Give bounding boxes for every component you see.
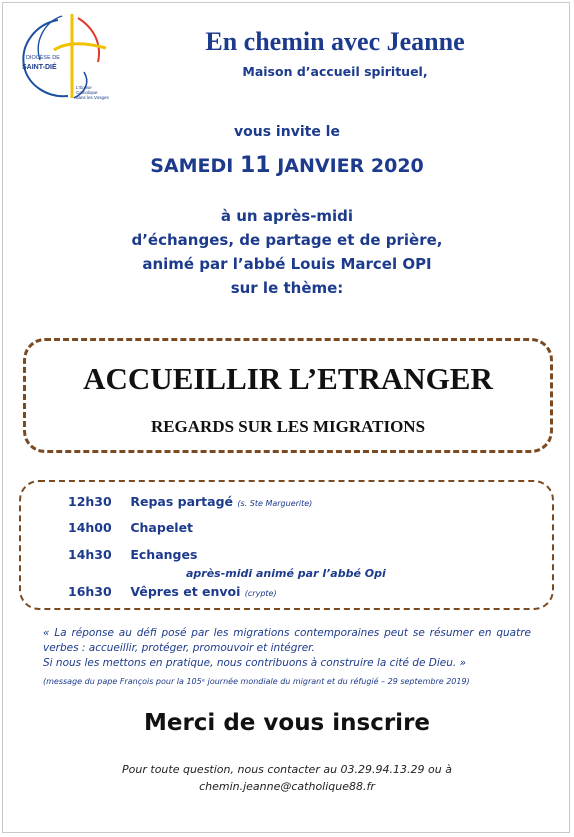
- logo-tagline-line2: Catholique: [76, 90, 98, 95]
- logo-diocese-line2: SAINT-DIÉ: [22, 64, 57, 71]
- contact-line: Pour toute question, nous contacter au 03.29.94.13.29 ou à: [122, 763, 452, 776]
- date-weekday: SAMEDI: [150, 155, 234, 177]
- schedule-row: [68, 520, 193, 535]
- schedule-box: [19, 480, 554, 610]
- date-day: 11: [239, 153, 271, 178]
- register-call: Merci de vous inscrire: [143, 710, 431, 736]
- schedule-label: Repas partagé: [130, 494, 234, 509]
- quote-line: « La réponse au défi posé par les migrations contemporaines peut se résumer en quatre verbes : accueillir, protéger, promouvoir et intégrer.: [43, 627, 531, 654]
- logo-diocese-line1: DIOCÈSE DE: [26, 55, 60, 61]
- logo-tagline-line1: L'Église: [76, 85, 92, 90]
- theme-box: [23, 338, 553, 453]
- schedule-label: Echanges: [130, 547, 198, 562]
- desc-line: à un après-midi: [220, 207, 354, 225]
- schedule-time: 16h30: [68, 584, 112, 599]
- desc-line: d’échanges, de partage et de prière,: [131, 231, 443, 249]
- schedule-note: (s. Ste Marguerite): [237, 499, 313, 508]
- date-month-year: JANVIER 2020: [277, 155, 424, 177]
- theme-title: ACCUEILLIR L’ETRANGER: [83, 361, 493, 396]
- desc-line: animé par l’abbé Louis Marcel OPI: [142, 255, 432, 273]
- contact-info: [0, 761, 574, 795]
- schedule-label: Vêpres et envoi: [130, 584, 241, 599]
- pope-quote: [43, 626, 531, 671]
- schedule-row: [68, 547, 197, 562]
- schedule-time: 12h30: [68, 494, 112, 509]
- contact-email[interactable]: chemin.jeanne@catholique88.fr: [199, 780, 375, 793]
- schedule-label: Chapelet: [130, 520, 194, 535]
- quote-source: (message du pape François pour la 105ᵉ journée mondiale du migrant et du réfugié – 29 septembre 2019): [43, 677, 470, 686]
- schedule-note: (crypte): [244, 589, 277, 598]
- page-subtitle: Maison d’accueil spirituel,: [242, 64, 428, 79]
- schedule-subnote: après-midi animé par l’abbé Opi: [186, 567, 386, 580]
- schedule-time: 14h30: [68, 547, 112, 562]
- event-description: [0, 204, 574, 300]
- schedule-row: [68, 584, 277, 599]
- desc-line: sur le thème:: [230, 279, 344, 297]
- invite-text: vous invite le: [234, 124, 340, 140]
- quote-line: Si nous les mettons en pratique, nous contribuons à construire la cité de Dieu. »: [43, 657, 467, 669]
- theme-subtitle: REGARDS SUR LES MIGRATIONS: [150, 417, 426, 436]
- logo-tagline-line3: dans les Vosges: [76, 95, 109, 100]
- page-title: En chemin avec Jeanne: [205, 27, 465, 56]
- diocese-logo: [14, 12, 124, 104]
- schedule-time: 14h00: [68, 520, 112, 535]
- schedule-row: [68, 494, 312, 509]
- event-date: [0, 153, 574, 178]
